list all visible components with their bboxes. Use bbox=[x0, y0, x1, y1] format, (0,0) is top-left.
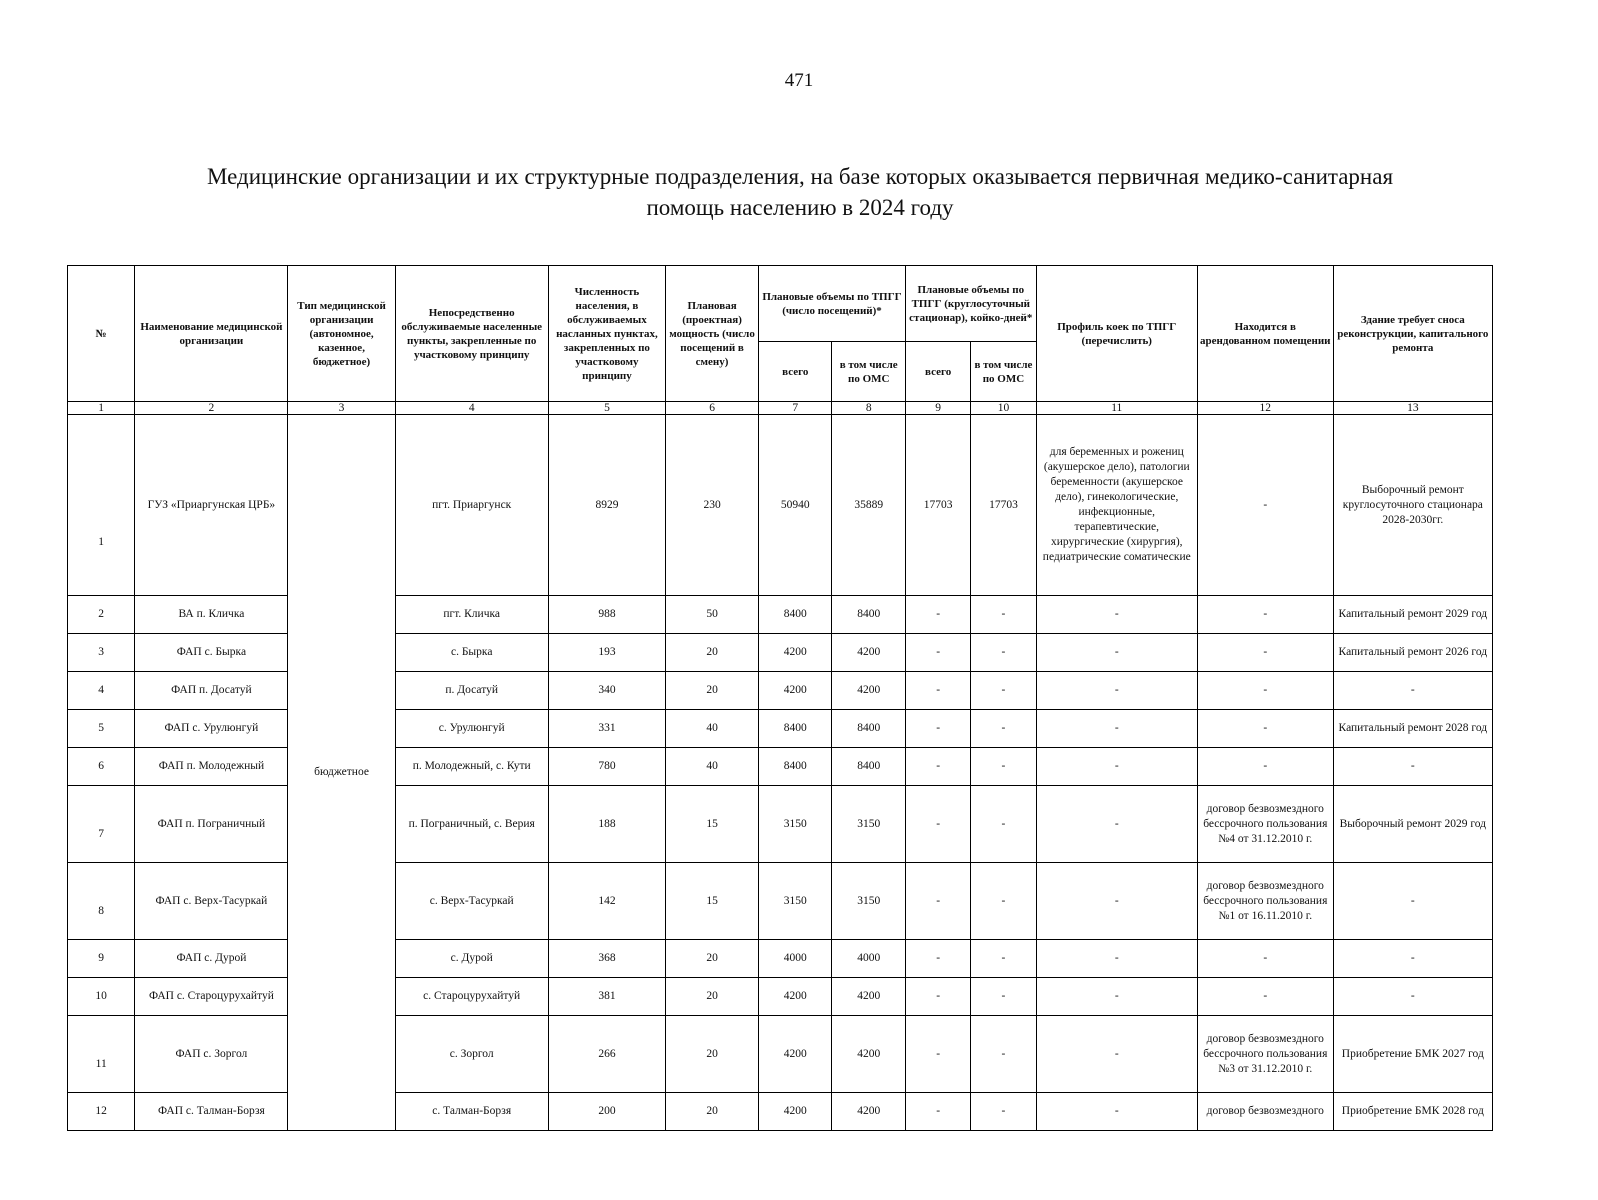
beds-oms: - bbox=[971, 978, 1036, 1016]
header-capacity: Плановая (проектная) мощность (число посещений в смену) bbox=[666, 266, 759, 402]
header-visits-group: Плановые объемы по ТПГГ (число посещений)* bbox=[759, 266, 906, 342]
column-number: 6 bbox=[666, 402, 759, 415]
bed-profile: - bbox=[1036, 863, 1197, 940]
settlement: пгт. Приаргунск bbox=[395, 415, 548, 596]
column-number: 11 bbox=[1036, 402, 1197, 415]
visits-oms: 4200 bbox=[832, 672, 905, 710]
capacity: 230 bbox=[666, 415, 759, 596]
visits-total: 50940 bbox=[759, 415, 832, 596]
org-name: ФАП с. Бырка bbox=[135, 634, 288, 672]
column-number: 9 bbox=[905, 402, 970, 415]
visits-total: 4200 bbox=[759, 634, 832, 672]
column-number: 12 bbox=[1197, 402, 1333, 415]
bed-profile: - bbox=[1036, 634, 1197, 672]
settlement: п. Досатуй bbox=[395, 672, 548, 710]
rented: договор безвозмездного бессрочного пользования №4 от 31.12.2010 г. bbox=[1197, 786, 1333, 863]
beds-oms: - bbox=[971, 940, 1036, 978]
org-name: ФАП с. Талман-Борзя bbox=[135, 1093, 288, 1131]
rented: - bbox=[1197, 710, 1333, 748]
bed-profile: - bbox=[1036, 748, 1197, 786]
rented: - bbox=[1197, 978, 1333, 1016]
header-beds-oms: в том числе по ОМС bbox=[971, 342, 1036, 402]
row-number: 2 bbox=[68, 596, 135, 634]
row-number: 11 bbox=[68, 1016, 135, 1093]
org-name: ФАП п. Пограничный bbox=[135, 786, 288, 863]
rented: договор безвозмездного bbox=[1197, 1093, 1333, 1131]
header-beds-group: Плановые объемы по ТПГГ (круглосуточный стационар), койко-дней* bbox=[905, 266, 1036, 342]
beds-total: - bbox=[905, 748, 970, 786]
column-number: 5 bbox=[548, 402, 665, 415]
rented: - bbox=[1197, 634, 1333, 672]
beds-oms: - bbox=[971, 672, 1036, 710]
rented: - bbox=[1197, 940, 1333, 978]
column-number: 1 bbox=[68, 402, 135, 415]
visits-oms: 8400 bbox=[832, 710, 905, 748]
beds-total: - bbox=[905, 1093, 970, 1131]
table-row bbox=[68, 748, 1493, 786]
bed-profile: - bbox=[1036, 978, 1197, 1016]
org-name: ФАП с. Верх-Тасуркай bbox=[135, 863, 288, 940]
title-line-2: помощь населению в 2024 году bbox=[646, 195, 954, 220]
building-status: Приобретение БМК 2028 год bbox=[1333, 1093, 1492, 1131]
table-row bbox=[68, 863, 1493, 940]
row-number: 4 bbox=[68, 672, 135, 710]
building-status: - bbox=[1333, 672, 1492, 710]
org-name: ФАП с. Зоргол bbox=[135, 1016, 288, 1093]
visits-total: 4000 bbox=[759, 940, 832, 978]
capacity: 40 bbox=[666, 710, 759, 748]
table-row bbox=[68, 940, 1493, 978]
org-name: ФАП п. Молодежный bbox=[135, 748, 288, 786]
rented: - bbox=[1197, 748, 1333, 786]
population: 988 bbox=[548, 596, 665, 634]
row-number: 8 bbox=[68, 863, 135, 940]
rented: - bbox=[1197, 596, 1333, 634]
column-number: 3 bbox=[288, 402, 395, 415]
visits-oms: 4200 bbox=[832, 1093, 905, 1131]
bed-profile: - bbox=[1036, 940, 1197, 978]
row-number: 10 bbox=[68, 978, 135, 1016]
rented: - bbox=[1197, 415, 1333, 596]
beds-oms: - bbox=[971, 786, 1036, 863]
visits-total: 4200 bbox=[759, 1016, 832, 1093]
population: 200 bbox=[548, 1093, 665, 1131]
capacity: 20 bbox=[666, 672, 759, 710]
header-visits-oms: в том числе по ОМС bbox=[832, 342, 905, 402]
building-status: Капитальный ремонт 2026 год bbox=[1333, 634, 1492, 672]
capacity: 15 bbox=[666, 863, 759, 940]
settlement: с. Талман-Борзя bbox=[395, 1093, 548, 1131]
building-status: Выборочный ремонт 2029 год bbox=[1333, 786, 1492, 863]
visits-total: 4200 bbox=[759, 1093, 832, 1131]
settlement: с. Зоргол bbox=[395, 1016, 548, 1093]
org-name: ФАП п. Досатуй bbox=[135, 672, 288, 710]
beds-total: - bbox=[905, 1016, 970, 1093]
beds-total: - bbox=[905, 596, 970, 634]
column-number: 2 bbox=[135, 402, 288, 415]
row-number: 1 bbox=[68, 415, 135, 596]
table-row bbox=[68, 634, 1493, 672]
bed-profile: - bbox=[1036, 672, 1197, 710]
header-name: Наименование медицинской организации bbox=[135, 266, 288, 402]
building-status: Капитальный ремонт 2028 год bbox=[1333, 710, 1492, 748]
beds-total: - bbox=[905, 863, 970, 940]
document-title bbox=[80, 161, 1520, 223]
bed-profile: - bbox=[1036, 786, 1197, 863]
capacity: 20 bbox=[666, 634, 759, 672]
building-status: Капитальный ремонт 2029 год bbox=[1333, 596, 1492, 634]
beds-oms: - bbox=[971, 863, 1036, 940]
bed-profile: - bbox=[1036, 710, 1197, 748]
org-name: ФАП с. Урулюнгуй bbox=[135, 710, 288, 748]
population: 331 bbox=[548, 710, 665, 748]
visits-oms: 4000 bbox=[832, 940, 905, 978]
header-rented: Находится в арендованном помещении bbox=[1197, 266, 1333, 402]
visits-oms: 4200 bbox=[832, 1016, 905, 1093]
rented: договор безвозмездного бессрочного пользования №3 от 31.12.2010 г. bbox=[1197, 1016, 1333, 1093]
beds-total: - bbox=[905, 710, 970, 748]
header-type: Тип медицинской организации (автономное, казенное, бюджетное) bbox=[288, 266, 395, 402]
header-settlements: Непосредственно обслуживаемые населенные пункты, закрепленные по участковому принципу bbox=[395, 266, 548, 402]
table-row bbox=[68, 672, 1493, 710]
column-number: 8 bbox=[832, 402, 905, 415]
column-number: 10 bbox=[971, 402, 1036, 415]
row-number: 12 bbox=[68, 1093, 135, 1131]
visits-oms: 35889 bbox=[832, 415, 905, 596]
visits-total: 3150 bbox=[759, 786, 832, 863]
beds-total: - bbox=[905, 672, 970, 710]
population: 188 bbox=[548, 786, 665, 863]
org-type: бюджетное bbox=[288, 415, 395, 1131]
row-number: 5 bbox=[68, 710, 135, 748]
building-status: Приобретение БМК 2027 год bbox=[1333, 1016, 1492, 1093]
settlement: с. Дурой bbox=[395, 940, 548, 978]
population: 193 bbox=[548, 634, 665, 672]
row-number: 7 bbox=[68, 786, 135, 863]
header-visits-total: всего bbox=[759, 342, 832, 402]
rented: - bbox=[1197, 672, 1333, 710]
visits-oms: 8400 bbox=[832, 596, 905, 634]
bed-profile: - bbox=[1036, 596, 1197, 634]
population: 780 bbox=[548, 748, 665, 786]
visits-total: 8400 bbox=[759, 710, 832, 748]
settlement: с. Урулюнгуй bbox=[395, 710, 548, 748]
building-status: - bbox=[1333, 978, 1492, 1016]
title-line-1: Медицинские организации и их структурные подразделения, на базе которых оказывается первичная медико-санитарная bbox=[206, 164, 1394, 189]
org-name: ГУЗ «Приаргунская ЦРБ» bbox=[135, 415, 288, 596]
population: 368 bbox=[548, 940, 665, 978]
visits-total: 8400 bbox=[759, 748, 832, 786]
header-population: Численность населения, в обслуживаемых насланных пунктах, закрепленных по участковому принципу bbox=[548, 266, 665, 402]
header-building: Здание требует сноса реконструкции, капитального ремонта bbox=[1333, 266, 1492, 402]
visits-oms: 3150 bbox=[832, 786, 905, 863]
beds-total: - bbox=[905, 634, 970, 672]
beds-total: - bbox=[905, 786, 970, 863]
header-profile: Профиль коек по ТПГГ (перечислить) bbox=[1036, 266, 1197, 402]
org-name: ВА п. Кличка bbox=[135, 596, 288, 634]
visits-total: 4200 bbox=[759, 978, 832, 1016]
population: 381 bbox=[548, 978, 665, 1016]
settlement: пгт. Кличка bbox=[395, 596, 548, 634]
visits-oms: 8400 bbox=[832, 748, 905, 786]
settlement: п. Пограничный, с. Верия bbox=[395, 786, 548, 863]
org-name: ФАП с. Староцурухайтуй bbox=[135, 978, 288, 1016]
visits-oms: 4200 bbox=[832, 978, 905, 1016]
settlement: с. Верх-Тасуркай bbox=[395, 863, 548, 940]
beds-oms: 17703 bbox=[971, 415, 1036, 596]
table-row bbox=[68, 596, 1493, 634]
beds-oms: - bbox=[971, 1016, 1036, 1093]
visits-oms: 3150 bbox=[832, 863, 905, 940]
population: 142 bbox=[548, 863, 665, 940]
page-number: 471 bbox=[784, 70, 814, 91]
capacity: 20 bbox=[666, 1016, 759, 1093]
capacity: 20 bbox=[666, 940, 759, 978]
table-row bbox=[68, 786, 1493, 863]
beds-total: - bbox=[905, 978, 970, 1016]
bed-profile: для беременных и рожениц (акушерское дело), патологии беременности (акушерское дело), гинекологические, инфекционные, терапевтические, хирургические (хирургия), педиатрические соматические bbox=[1036, 415, 1197, 596]
column-number: 7 bbox=[759, 402, 832, 415]
table-row bbox=[68, 1093, 1493, 1131]
settlement: с. Староцурухайтуй bbox=[395, 978, 548, 1016]
org-name: ФАП с. Дурой bbox=[135, 940, 288, 978]
capacity: 20 bbox=[666, 978, 759, 1016]
bed-profile: - bbox=[1036, 1093, 1197, 1131]
table-row bbox=[68, 415, 1493, 596]
population: 8929 bbox=[548, 415, 665, 596]
capacity: 40 bbox=[666, 748, 759, 786]
beds-total: - bbox=[905, 940, 970, 978]
visits-total: 4200 bbox=[759, 672, 832, 710]
building-status: - bbox=[1333, 748, 1492, 786]
table-row bbox=[68, 1016, 1493, 1093]
capacity: 15 bbox=[666, 786, 759, 863]
row-number: 9 bbox=[68, 940, 135, 978]
organizations-table bbox=[67, 265, 1493, 1131]
visits-total: 8400 bbox=[759, 596, 832, 634]
settlement: п. Молодежный, с. Кути bbox=[395, 748, 548, 786]
row-number: 6 bbox=[68, 748, 135, 786]
beds-oms: - bbox=[971, 596, 1036, 634]
header-beds-total: всего bbox=[905, 342, 970, 402]
settlement: с. Бырка bbox=[395, 634, 548, 672]
visits-oms: 4200 bbox=[832, 634, 905, 672]
building-status: - bbox=[1333, 940, 1492, 978]
beds-oms: - bbox=[971, 1093, 1036, 1131]
bed-profile: - bbox=[1036, 1016, 1197, 1093]
row-number: 3 bbox=[68, 634, 135, 672]
beds-oms: - bbox=[971, 748, 1036, 786]
table-row bbox=[68, 978, 1493, 1016]
population: 266 bbox=[548, 1016, 665, 1093]
table-row bbox=[68, 710, 1493, 748]
rented: договор безвозмездного бессрочного пользования №1 от 16.11.2010 г. bbox=[1197, 863, 1333, 940]
building-status: - bbox=[1333, 863, 1492, 940]
column-number: 13 bbox=[1333, 402, 1492, 415]
beds-total: 17703 bbox=[905, 415, 970, 596]
capacity: 20 bbox=[666, 1093, 759, 1131]
beds-oms: - bbox=[971, 634, 1036, 672]
building-status: Выборочный ремонт круглосуточного стационара 2028-2030гг. bbox=[1333, 415, 1492, 596]
header-no: № bbox=[68, 266, 135, 402]
capacity: 50 bbox=[666, 596, 759, 634]
visits-total: 3150 bbox=[759, 863, 832, 940]
column-number: 4 bbox=[395, 402, 548, 415]
population: 340 bbox=[548, 672, 665, 710]
beds-oms: - bbox=[971, 710, 1036, 748]
